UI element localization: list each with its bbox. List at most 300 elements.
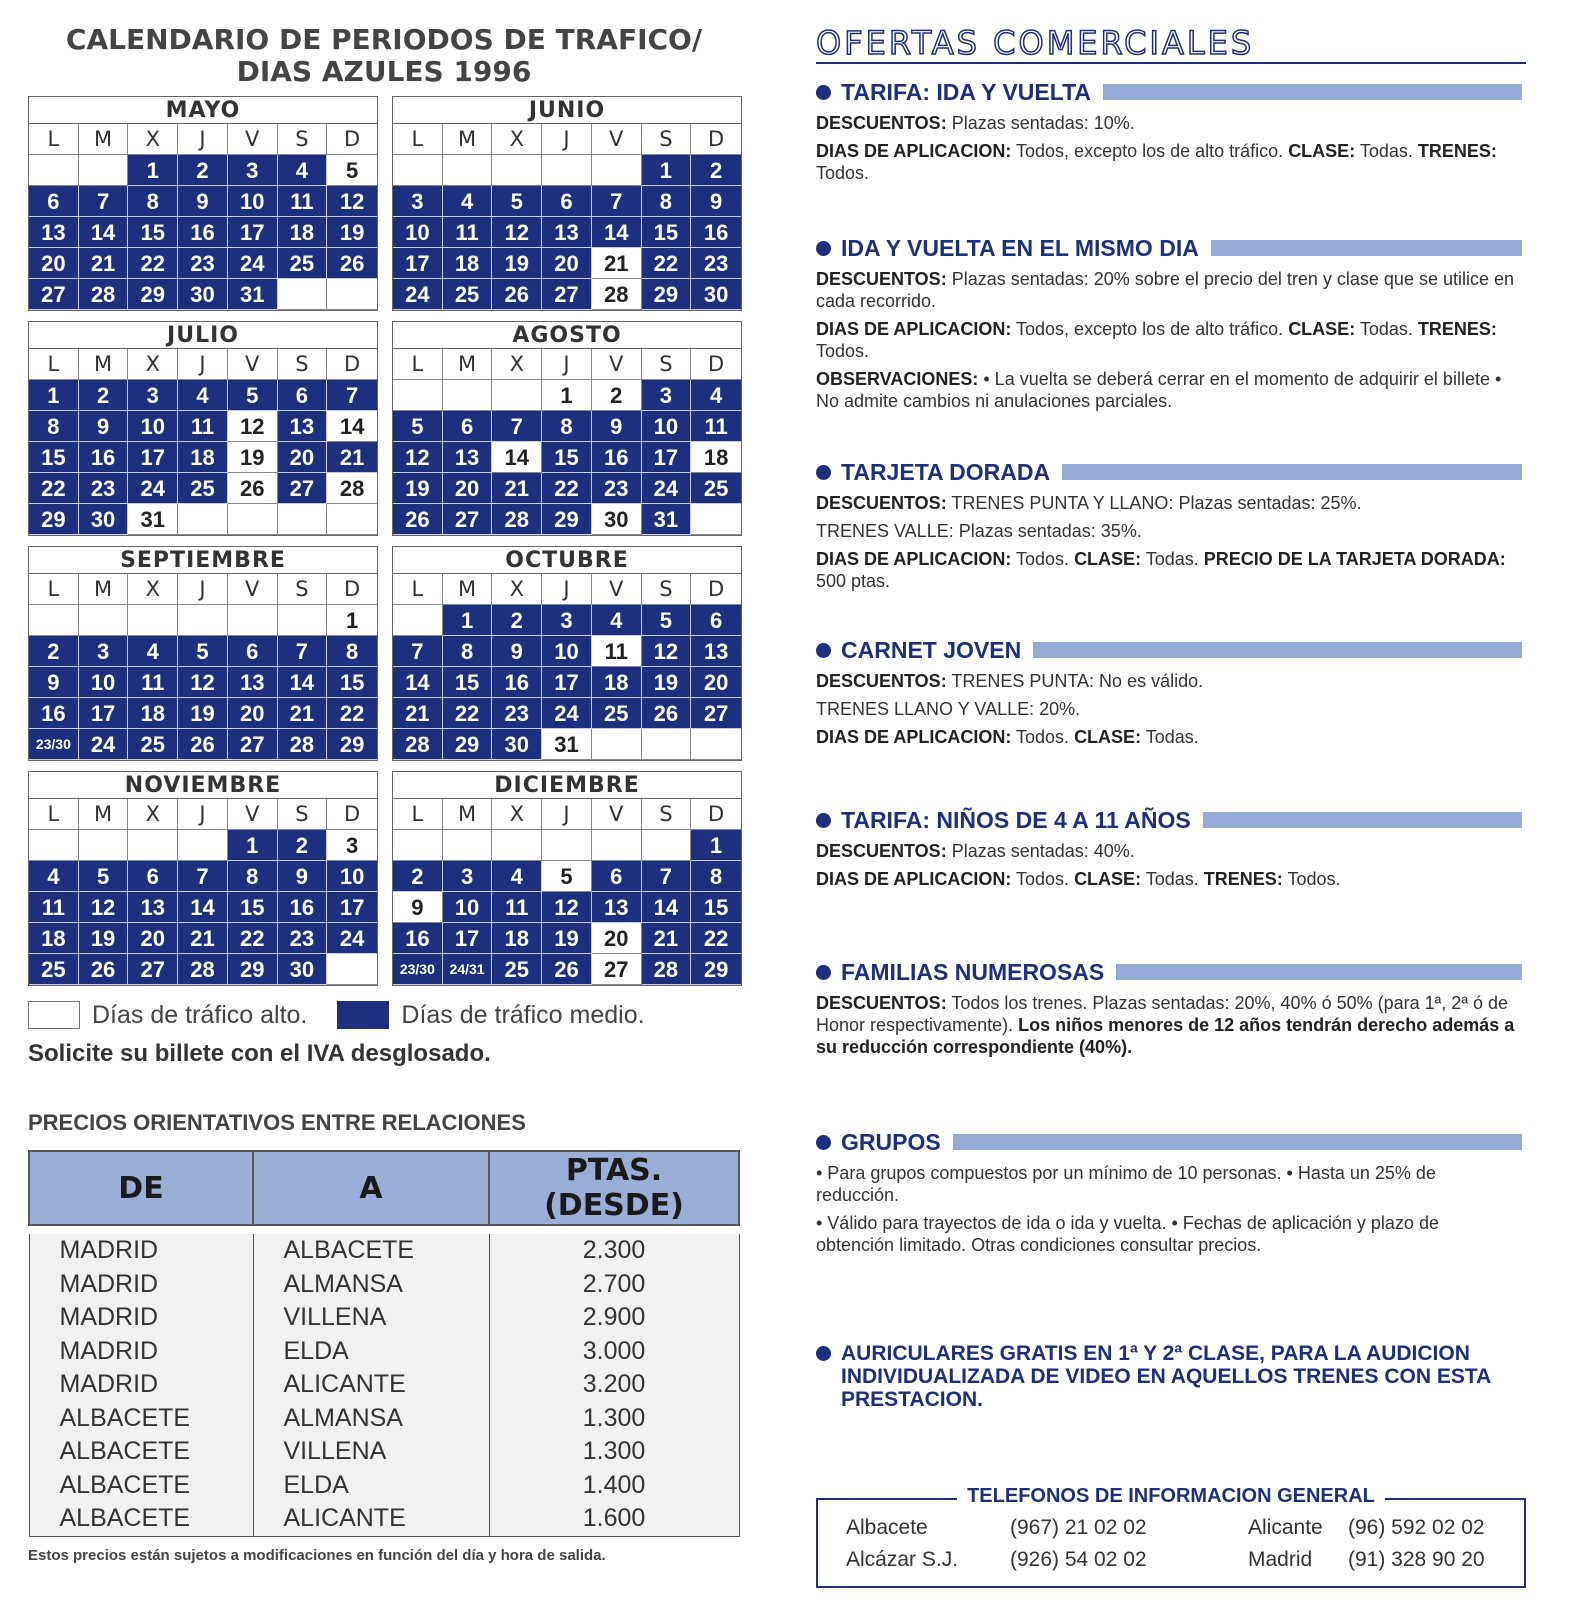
- empty-day-cell: [79, 155, 129, 186]
- offer-heading-bar: [1033, 642, 1522, 658]
- offer-heading-bar: [1211, 240, 1522, 256]
- day-header: S: [278, 349, 328, 380]
- price-from: ALBACETE: [29, 1502, 253, 1536]
- day-header: L: [393, 124, 443, 155]
- offer-line: [816, 992, 1522, 1058]
- empty-day-cell: [393, 605, 443, 636]
- day-cell: 10: [642, 411, 692, 442]
- day-cell: 29: [128, 279, 178, 310]
- auriculares-text: AURICULARES GRATIS EN 1ª Y 2ª CLASE, PARA LA AUDICION INDIVIDUALIZADA DE VIDEO EN AQUELLOS TRENES CON ESTA PRESTACION.: [841, 1342, 1491, 1411]
- day-header: V: [228, 799, 278, 830]
- price-row: [29, 1335, 739, 1369]
- empty-day-cell: [592, 830, 642, 861]
- day-cell: 10: [79, 667, 129, 698]
- day-cell: 11: [492, 892, 542, 923]
- day-cell: 3: [128, 380, 178, 411]
- day-cell: 3: [443, 861, 493, 892]
- offer-item: [816, 958, 1522, 1058]
- day-cell: 25: [128, 729, 178, 760]
- offer-line: [816, 840, 1522, 862]
- day-header: D: [327, 799, 377, 830]
- offer-line: [816, 1162, 1522, 1206]
- prices-header-row: [29, 1151, 739, 1225]
- calendar-title: [28, 24, 740, 88]
- day-cell: 14: [642, 892, 692, 923]
- day-cell: 30: [691, 279, 741, 310]
- day-cell: 4: [492, 861, 542, 892]
- day-cell: 30: [492, 729, 542, 760]
- bullet-icon: [816, 85, 831, 100]
- day-cell: 23: [178, 248, 228, 279]
- empty-day-cell: [492, 830, 542, 861]
- day-header: J: [542, 124, 592, 155]
- day-cell: 12: [393, 442, 443, 473]
- day-cell: 19: [228, 442, 278, 473]
- day-cell: 27: [542, 279, 592, 310]
- day-cell: 8: [642, 186, 692, 217]
- day-header: V: [228, 124, 278, 155]
- empty-day-cell: [178, 830, 228, 861]
- day-cell: 11: [592, 636, 642, 667]
- day-cell: 24: [327, 923, 377, 954]
- day-header: D: [691, 799, 741, 830]
- month-grid: [29, 124, 377, 310]
- day-cell: 22: [128, 248, 178, 279]
- day-cell: 4: [443, 186, 493, 217]
- day-cell: 25: [178, 473, 228, 504]
- empty-day-cell: [228, 504, 278, 535]
- tel-phone: (926) 54 02 02: [1010, 1548, 1147, 1571]
- day-header: V: [592, 124, 642, 155]
- tel-phone: (91) 328 90 20: [1348, 1548, 1485, 1571]
- day-cell: 25: [691, 473, 741, 504]
- day-cell: 2: [29, 636, 79, 667]
- day-cell: 10: [542, 636, 592, 667]
- day-cell: 30: [79, 504, 129, 535]
- day-cell: 16: [278, 892, 328, 923]
- day-cell: 3: [393, 186, 443, 217]
- day-cell: 22: [691, 923, 741, 954]
- day-cell: 20: [542, 248, 592, 279]
- day-cell: 15: [327, 667, 377, 698]
- legend-high-label: Días de tráfico alto.: [92, 1000, 308, 1029]
- offer-text: Todos.: [1011, 549, 1075, 569]
- bullet-icon: [816, 965, 831, 980]
- month-name: NOVIEMBRE: [29, 772, 377, 799]
- prices-header-ptas: PTAS. (DESDE): [489, 1151, 739, 1225]
- day-header: M: [79, 574, 129, 605]
- offer-text: • La vuelta se deberá cerrar en el momento de adquirir el billete • No admite cambios ni anulaciones parciales.: [816, 369, 1502, 411]
- price-to: ELDA: [253, 1335, 489, 1369]
- day-cell: 3: [79, 636, 129, 667]
- price-from: ALBACETE: [29, 1435, 253, 1469]
- empty-day-cell: [393, 380, 443, 411]
- day-cell: 15: [228, 892, 278, 923]
- price-row: [29, 1469, 739, 1503]
- day-cell: 25: [443, 279, 493, 310]
- offer-line: [816, 868, 1522, 890]
- day-cell: 17: [228, 217, 278, 248]
- day-cell: 18: [592, 667, 642, 698]
- legend-medium-label: Días de tráfico medio.: [401, 1000, 645, 1029]
- day-cell: 5: [327, 155, 377, 186]
- price-to: ALICANTE: [253, 1502, 489, 1536]
- prices-header-a: A: [253, 1151, 489, 1225]
- empty-day-cell: [592, 155, 642, 186]
- day-cell: 12: [228, 411, 278, 442]
- month-agosto: [392, 321, 742, 536]
- day-cell: 18: [443, 248, 493, 279]
- offer-label: CLASE:: [1074, 869, 1142, 889]
- day-cell: 19: [327, 217, 377, 248]
- day-cell: 13: [278, 411, 328, 442]
- tel-city: Alcázar S.J.: [846, 1548, 959, 1571]
- day-header: M: [443, 124, 493, 155]
- price-row: [29, 1435, 739, 1469]
- day-cell: 21: [278, 698, 328, 729]
- day-cell: 31: [228, 279, 278, 310]
- prices-body: [29, 1225, 739, 1536]
- offer-line: [816, 492, 1522, 514]
- bullet-icon: [816, 241, 831, 256]
- day-cell: 6: [278, 380, 328, 411]
- ofertas-title: OFERTAS COMERCIALES: [816, 24, 1526, 64]
- day-cell: 20: [228, 698, 278, 729]
- day-cell: 28: [178, 954, 228, 985]
- day-cell: 11: [29, 892, 79, 923]
- day-cell: 8: [228, 861, 278, 892]
- day-cell: 1: [128, 155, 178, 186]
- day-cell: 17: [79, 698, 129, 729]
- offer-label: CLASE:: [1288, 319, 1356, 339]
- day-cell: 24: [393, 279, 443, 310]
- day-cell: 9: [393, 892, 443, 923]
- day-cell: 9: [592, 411, 642, 442]
- day-cell: 25: [278, 248, 328, 279]
- offer-label: DIAS DE APLICACION:: [816, 319, 1012, 339]
- day-cell: 16: [492, 667, 542, 698]
- day-cell: 18: [178, 442, 228, 473]
- offer-text: Plazas sentadas: 10%.: [946, 113, 1135, 133]
- day-cell: 9: [178, 186, 228, 217]
- price-from: MADRID: [29, 1335, 253, 1369]
- price-from: ALBACETE: [29, 1469, 253, 1503]
- day-cell: 15: [29, 442, 79, 473]
- empty-day-cell: [642, 830, 692, 861]
- day-cell: 14: [592, 217, 642, 248]
- month-name: JUNIO: [393, 97, 741, 124]
- price-to: ALMANSA: [253, 1402, 489, 1436]
- tel-phone: (96) 592 02 02: [1348, 1516, 1485, 1539]
- day-cell: 28: [642, 954, 692, 985]
- offer-name: TARIFA: NIÑOS DE 4 A 11 AÑOS: [841, 806, 1191, 833]
- day-cell: 6: [443, 411, 493, 442]
- day-cell: 11: [443, 217, 493, 248]
- day-header: D: [327, 574, 377, 605]
- offer-name: TARJETA DORADA: [841, 458, 1051, 485]
- day-cell: 22: [327, 698, 377, 729]
- day-header: L: [393, 574, 443, 605]
- right-column: [816, 24, 1526, 1571]
- month-name: OCTUBRE: [393, 547, 741, 574]
- day-header: M: [79, 124, 129, 155]
- month-name: MAYO: [29, 97, 377, 124]
- day-cell: 23: [79, 473, 129, 504]
- day-cell: 16: [691, 217, 741, 248]
- day-cell: 2: [393, 861, 443, 892]
- bullet-icon: [816, 1346, 831, 1361]
- offer-text: Todos, excepto los de alto tráfico.: [1011, 141, 1289, 161]
- day-cell: 26: [178, 729, 228, 760]
- empty-day-cell: [278, 605, 328, 636]
- day-cell: 29: [327, 729, 377, 760]
- month-name: AGOSTO: [393, 322, 741, 349]
- price-value: 1.300: [489, 1402, 739, 1436]
- offer-label: DESCUENTOS:: [816, 671, 947, 691]
- day-cell: 12: [79, 892, 129, 923]
- offer-text: Todas.: [1141, 869, 1204, 889]
- day-cell: 6: [29, 186, 79, 217]
- month-grid: [29, 574, 377, 760]
- day-cell: 27: [592, 954, 642, 985]
- month-grid: [29, 349, 377, 535]
- day-cell: 10: [327, 861, 377, 892]
- day-cell: 4: [178, 380, 228, 411]
- day-header: V: [228, 574, 278, 605]
- day-cell: 21: [492, 473, 542, 504]
- offer-name: CARNET JOVEN: [841, 636, 1022, 663]
- day-cell: 7: [79, 186, 129, 217]
- day-header: X: [128, 799, 178, 830]
- month-name: DICIEMBRE: [393, 772, 741, 799]
- day-cell: 21: [178, 923, 228, 954]
- offer-text: TRENES PUNTA: No es válido.: [946, 671, 1204, 691]
- price-from: MADRID: [29, 1268, 253, 1302]
- day-cell: 13: [542, 217, 592, 248]
- day-cell: 5: [178, 636, 228, 667]
- day-cell: 19: [642, 667, 692, 698]
- offer-heading-bar: [1203, 812, 1522, 828]
- empty-day-cell: [327, 504, 377, 535]
- day-cell: 28: [278, 729, 328, 760]
- day-header: D: [691, 124, 741, 155]
- day-header: V: [592, 349, 642, 380]
- price-value: 2.300: [489, 1234, 739, 1268]
- day-cell: 12: [542, 892, 592, 923]
- day-cell: 20: [29, 248, 79, 279]
- day-header: S: [642, 349, 692, 380]
- offer-text: Todos.: [1011, 727, 1075, 747]
- day-cell: 14: [393, 667, 443, 698]
- offer-line: [816, 670, 1522, 692]
- offer-label: CLASE:: [1074, 549, 1142, 569]
- day-cell: 14: [492, 442, 542, 473]
- empty-day-cell: [542, 155, 592, 186]
- day-header: M: [443, 349, 493, 380]
- day-header: M: [443, 799, 493, 830]
- empty-day-cell: [278, 504, 328, 535]
- day-cell: 25: [29, 954, 79, 985]
- day-cell: 26: [228, 473, 278, 504]
- day-cell: 22: [228, 923, 278, 954]
- day-cell: 3: [228, 155, 278, 186]
- day-header: J: [178, 574, 228, 605]
- price-from: MADRID: [29, 1234, 253, 1268]
- offer-text: Todas.: [1355, 141, 1418, 161]
- day-cell: 19: [393, 473, 443, 504]
- day-cell: 15: [128, 217, 178, 248]
- offer-line: [816, 548, 1522, 592]
- day-cell: 6: [128, 861, 178, 892]
- day-cell: 1: [542, 380, 592, 411]
- empty-day-cell: [492, 155, 542, 186]
- day-cell: 27: [278, 473, 328, 504]
- day-cell: 18: [492, 923, 542, 954]
- day-cell: 23: [492, 698, 542, 729]
- day-cell: 1: [691, 830, 741, 861]
- empty-day-cell: [228, 605, 278, 636]
- day-cell: 7: [278, 636, 328, 667]
- day-cell: 4: [278, 155, 328, 186]
- day-header: M: [79, 799, 129, 830]
- legend-medium-swatch: [337, 1001, 389, 1029]
- price-from: ALBACETE: [29, 1402, 253, 1436]
- day-header: X: [492, 574, 542, 605]
- offer-name: FAMILIAS NUMEROSAS: [841, 958, 1105, 985]
- month-mayo: [28, 96, 378, 311]
- offer-line: [816, 368, 1522, 412]
- month-grid: [393, 574, 741, 760]
- offer-heading: [816, 1128, 1522, 1156]
- day-cell: 1: [29, 380, 79, 411]
- offer-line: [816, 726, 1522, 748]
- offer-text: • Para grupos compuestos por un mínimo de 10 personas. • Hasta un 25% de reducción.: [816, 1163, 1436, 1205]
- prices-title: PRECIOS ORIENTATIVOS ENTRE RELACIONES: [28, 1110, 526, 1135]
- day-cell: 18: [278, 217, 328, 248]
- empty-day-cell: [29, 605, 79, 636]
- day-cell: 13: [592, 892, 642, 923]
- day-cell: 26: [79, 954, 129, 985]
- day-cell: 2: [492, 605, 542, 636]
- day-cell: 12: [642, 636, 692, 667]
- price-row: [29, 1301, 739, 1335]
- offer-label: OBSERVACIONES:: [816, 369, 979, 389]
- offer-heading: [816, 78, 1522, 106]
- day-header: L: [29, 349, 79, 380]
- day-cell: 29: [228, 954, 278, 985]
- day-cell: 24: [79, 729, 129, 760]
- day-cell: 17: [128, 442, 178, 473]
- day-cell: 7: [178, 861, 228, 892]
- empty-day-cell: [128, 605, 178, 636]
- month-julio: [28, 321, 378, 536]
- price-value: 1.300: [489, 1435, 739, 1469]
- offer-text: Todas.: [1141, 727, 1199, 747]
- day-cell: 24: [128, 473, 178, 504]
- day-cell: 22: [29, 473, 79, 504]
- telefonos-box: [816, 1485, 1526, 1588]
- price-value: 2.900: [489, 1301, 739, 1335]
- day-header: J: [542, 349, 592, 380]
- day-cell: 24: [642, 473, 692, 504]
- price-to: VILLENA: [253, 1301, 489, 1335]
- bullet-icon: [816, 1135, 831, 1150]
- offer-label: Los niños menores de 12 años tendrán derecho además a su reducción correspondiente (40%).: [816, 1015, 1515, 1057]
- month-grid: [393, 349, 741, 535]
- day-header: J: [178, 124, 228, 155]
- day-cell: 10: [393, 217, 443, 248]
- offer-label: DIAS DE APLICACION:: [816, 141, 1012, 161]
- day-cell: 21: [79, 248, 129, 279]
- day-header: S: [642, 124, 692, 155]
- day-cell: 15: [443, 667, 493, 698]
- day-cell: 1: [327, 605, 377, 636]
- auriculares-note: [816, 1342, 1522, 1411]
- day-cell: 30: [278, 954, 328, 985]
- day-cell: 5: [542, 861, 592, 892]
- day-cell: 28: [393, 729, 443, 760]
- month-name: SEPTIEMBRE: [29, 547, 377, 574]
- day-cell: 11: [178, 411, 228, 442]
- empty-day-cell: [443, 380, 493, 411]
- price-value: 1.600: [489, 1502, 739, 1536]
- tel-phone: (967) 21 02 02: [1010, 1516, 1147, 1539]
- iva-note: Solicite su billete con el IVA desglosado.: [28, 1040, 491, 1067]
- day-cell: 5: [79, 861, 129, 892]
- offer-label: DESCUENTOS:: [816, 493, 947, 513]
- day-cell: 5: [492, 186, 542, 217]
- price-row: [29, 1502, 739, 1536]
- day-cell: 20: [128, 923, 178, 954]
- day-header: X: [492, 349, 542, 380]
- offer-text: TRENES LLANO Y VALLE: 20%.: [816, 699, 1081, 719]
- day-cell: 28: [492, 504, 542, 535]
- day-cell: 28: [592, 279, 642, 310]
- offer-label: DESCUENTOS:: [816, 113, 947, 133]
- day-cell: 19: [79, 923, 129, 954]
- day-cell: 22: [642, 248, 692, 279]
- offer-heading: [816, 958, 1522, 986]
- day-header: V: [592, 574, 642, 605]
- day-cell: 5: [642, 605, 692, 636]
- empty-day-cell: [691, 729, 741, 760]
- offer-label: DIAS DE APLICACION:: [816, 869, 1012, 889]
- offer-label: DESCUENTOS:: [816, 841, 947, 861]
- day-cell: 24: [542, 698, 592, 729]
- offer-heading: [816, 806, 1522, 834]
- day-cell: 24: [228, 248, 278, 279]
- day-cell: 26: [542, 954, 592, 985]
- offer-label: PRECIO DE LA TARJETA DORADA:: [1203, 549, 1506, 569]
- day-cell: 19: [542, 923, 592, 954]
- day-cell: 20: [592, 923, 642, 954]
- day-cell: 7: [393, 636, 443, 667]
- day-cell: 30: [178, 279, 228, 310]
- telefonos-title: TELEFONOS DE INFORMACION GENERAL: [957, 1485, 1385, 1507]
- day-header: S: [642, 574, 692, 605]
- price-row: [29, 1268, 739, 1302]
- day-cell: 20: [443, 473, 493, 504]
- offer-heading-bar: [1103, 84, 1522, 100]
- day-cell: 26: [642, 698, 692, 729]
- offer-item: [816, 458, 1522, 592]
- month-grid: [393, 799, 741, 985]
- calendar-months: [28, 96, 740, 986]
- empty-day-cell: [592, 729, 642, 760]
- day-cell: 6: [592, 861, 642, 892]
- price-from: MADRID: [29, 1301, 253, 1335]
- day-cell: 29: [691, 954, 741, 985]
